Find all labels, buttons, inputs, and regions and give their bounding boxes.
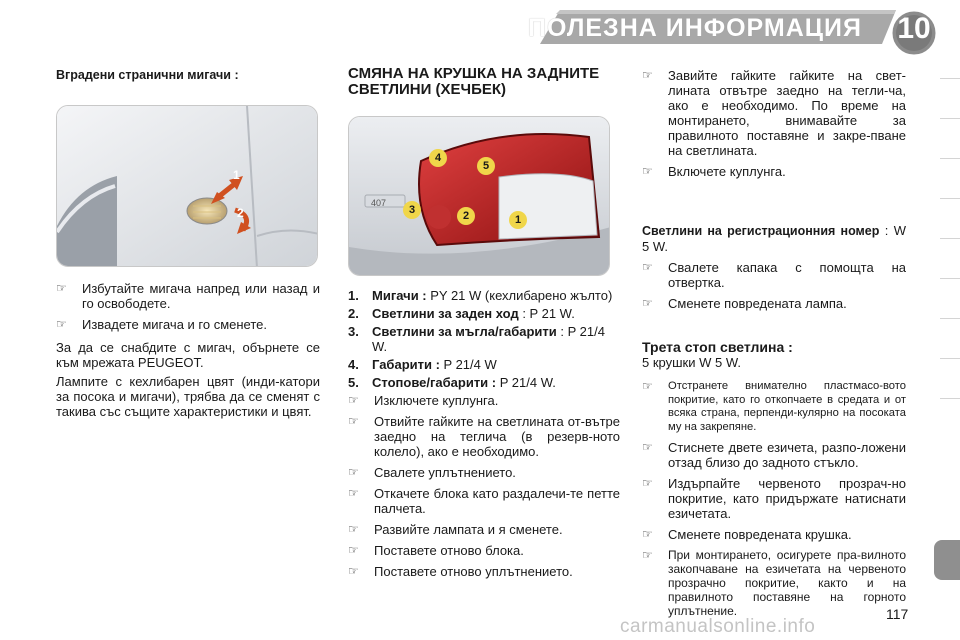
- side-indicator-photo: [56, 105, 318, 267]
- bulb-spec-value: P 21/4 W.: [496, 375, 556, 390]
- side-indicator-illustration: [57, 106, 318, 267]
- bullet-item: ☞ Поставете отново блока.: [348, 543, 620, 558]
- column-side-indicators: [56, 68, 320, 419]
- bullet-item: ☞ Избутайте мигача напред или назад и го освободете.: [56, 281, 320, 311]
- bullet-item: ☞ Сменете повредената лампа.: [642, 296, 906, 311]
- bulb-spec-label: Светлини за заден ход: [372, 306, 519, 321]
- bullet-item: ☞ Завийте гайките гайките на свет-лината отвътре заедно на тегли-ча, ако е необходимо. По време на монтирането, внимавайте за правилното поставяне и закре-пване на светлината.: [642, 68, 906, 158]
- bulb-spec-value: : P 21/4 W.: [372, 324, 605, 354]
- bullet-item: ☞ Свалете уплътнението.: [348, 465, 620, 480]
- bullet-item: ☞ Включете куплунга.: [642, 164, 906, 179]
- bulb-spec-number: 4.: [348, 357, 359, 372]
- chapter-tab-strip: [934, 66, 960, 566]
- bullet-item: ☞ Изключете куплунга.: [348, 393, 620, 408]
- bulb-spec-item: [348, 357, 620, 372]
- chapter-tab[interactable]: [940, 318, 960, 348]
- bulb-spec-number: 3.: [348, 324, 359, 339]
- bullet-item: ☞ Откачете блока като раздалечи-те петте палчета.: [348, 486, 620, 516]
- bulb-spec-item: [348, 324, 620, 354]
- chapter-tab[interactable]: [940, 278, 960, 308]
- page-header-title: ПОЛЕЗНА ИНФОРМАЦИЯ: [528, 14, 862, 42]
- bullet-item: ☞ Извадете мигача и го сменете.: [56, 317, 320, 332]
- bullet-item: ☞ Отстранете внимателно пластмасо-вото покритие, като го откопчаете в средата и от всяка страна, перпенди-кулярно на посоката му на закрепяне.: [642, 380, 906, 434]
- callout-2: 2: [457, 207, 475, 225]
- callout-2: 2: [237, 206, 244, 220]
- model-badge: 407: [371, 198, 387, 208]
- chapter-tab[interactable]: [940, 158, 960, 188]
- bullet-item: ☞ Стиснете двете езичета, разпо-ложени отзад близо до задното стъкло.: [642, 440, 906, 470]
- bulb-spec-label: Стопове/габарити :: [372, 375, 497, 390]
- bulb-spec-value: : P 21 W.: [518, 306, 575, 321]
- chapter-tab-active[interactable]: [934, 540, 960, 580]
- chapter-tab[interactable]: [940, 358, 960, 388]
- callout-4: 4: [429, 149, 447, 167]
- chapter-tab[interactable]: [940, 118, 960, 148]
- bulb-spec-label: Мигачи :: [372, 288, 427, 303]
- watermark: carmanualsonline.info: [620, 616, 816, 637]
- chapter-tab[interactable]: [940, 198, 960, 228]
- plate-lights-heading: Светлини на регистрационния номер: [642, 224, 880, 238]
- callout-1: 1: [233, 168, 240, 182]
- bulb-spec-number: 2.: [348, 306, 359, 321]
- bullet-item: ☞ Издърпайте червеното прозрач-но покритие, като придържате натиснати езичетата.: [642, 476, 906, 521]
- paragraph: За да се снабдите с мигач, обърнете се към мрежата PEUGEOT.: [56, 340, 320, 370]
- callout-1: 1: [509, 211, 527, 229]
- chapter-tab[interactable]: [940, 78, 960, 108]
- bulb-spec-number: 5.: [348, 375, 359, 390]
- bulb-spec-item: [348, 375, 620, 390]
- rear-lights-heading: СМЯНА НА КРУШКА НА ЗАДНИТЕ СВЕТЛИНИ (ХЕЧБЕК): [348, 65, 600, 98]
- bullet-item: ☞ Поставете отново уплътнението.: [348, 564, 620, 579]
- column-continued: [642, 68, 906, 618]
- bulb-spec-label: Габарити :: [372, 357, 440, 372]
- bullet-item: ☞ Свалете капака с помощта на отвертка.: [642, 260, 906, 290]
- bulb-spec-value: P 21/4 W: [439, 357, 497, 372]
- column-rear-lights: [348, 66, 620, 579]
- bulb-spec-value: PY 21 W (кехлибарено жълто): [426, 288, 613, 303]
- bullet-item: ☞ Отвийте гайките на светлината от-вътре заедно на теглича (в резерв-ното колело), ако е необходимо.: [348, 414, 620, 459]
- bullet-item: ☞ При монтирането, осигурете пра-вилното закопчаване на езичетата на червеното прозрачно покритие, както и на правилното поставяне на горното уплътнение.: [642, 548, 906, 618]
- rear-light-illustration: [349, 117, 610, 276]
- bullet-item: ☞ Развийте лампата и я сменете.: [348, 522, 620, 537]
- bulb-spec-label: Светлини за мъгла/габарити: [372, 324, 557, 339]
- callout-3: 3: [403, 201, 421, 219]
- bulb-spec-number: 1.: [348, 288, 359, 303]
- bullet-item: ☞ Сменете повредената крушка.: [642, 527, 906, 542]
- plate-lights-value: : W 5 W.: [642, 223, 906, 254]
- callout-5: 5: [477, 157, 495, 175]
- rear-light-photo: [348, 116, 610, 276]
- third-brake-light-heading: Трета стоп светлина :: [642, 339, 793, 355]
- chapter-number: 10: [897, 12, 931, 45]
- bulb-spec-item: [348, 306, 620, 321]
- chapter-tab[interactable]: [940, 238, 960, 268]
- bulb-spec-item: [348, 288, 620, 303]
- chapter-tab[interactable]: [940, 398, 960, 428]
- third-brake-light-value: 5 крушки W 5 W.: [642, 355, 741, 370]
- plate-lights-block: [642, 223, 906, 254]
- page-number: 117: [886, 606, 909, 622]
- paragraph: Лампите с кехлибарен цвят (инди-катори за посока и мигачи), трябва да се сменят с такива със същите характеристики и цвят.: [56, 374, 320, 419]
- side-indicators-heading: Вградени странични мигачи :: [56, 68, 239, 82]
